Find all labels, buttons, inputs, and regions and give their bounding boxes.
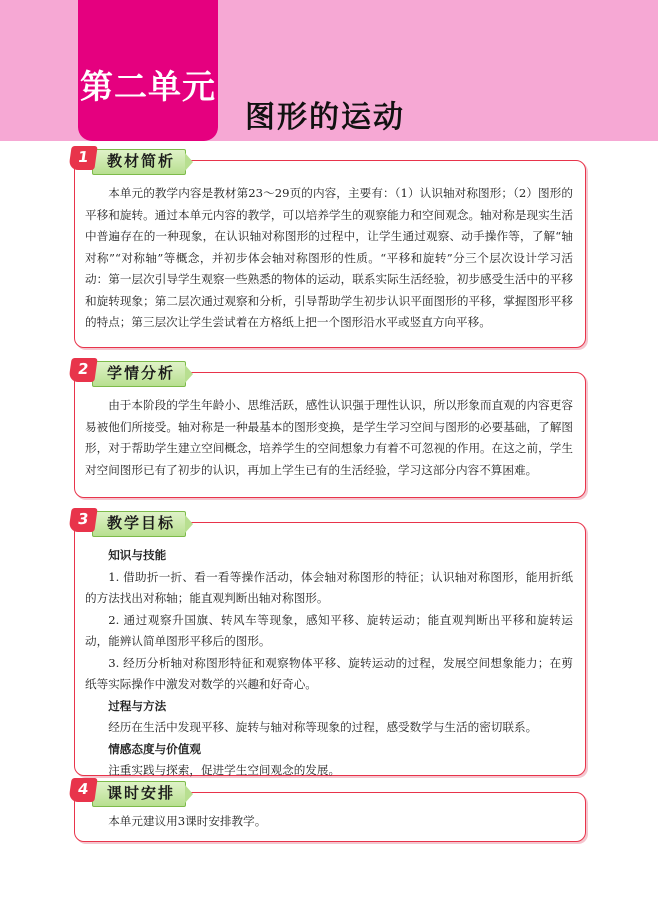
subheading: 情感态度与价值观 — [108, 741, 201, 756]
section-number-badge: 4 — [68, 778, 97, 802]
paragraph: 由于本阶段的学生年龄小、思维活跃，感性认识强于理性认识，所以形象而直观的内容更容易被他们所接受。轴对称是一种最基本的图形变换，是学生学习空间与图形的必要基础，了解图形，对于帮助学生建立空间概念，培养学生的空间想象力有着不可忽视的作用。在这之前，学生对空间图形已有了初步的认识，再加上学生已有的生活经验，学习这部分内容不算困难。 — [85, 398, 573, 477]
section-label: 教材简析 — [92, 149, 186, 175]
section-student-analysis — [70, 358, 586, 498]
section-box — [74, 372, 586, 498]
section-body — [75, 523, 585, 790]
section-box — [74, 522, 586, 776]
section-class-schedule — [70, 778, 586, 840]
section-textbook-analysis — [70, 146, 586, 346]
page-title: 图形的运动 — [245, 100, 405, 135]
section-body — [75, 161, 585, 342]
subheading: 过程与方法 — [108, 698, 167, 713]
unit-title: 第二单元 — [80, 67, 216, 106]
paragraph: 1. 借助折一折、看一看等操作活动，体会轴对称图形的特征；认识轴对称图形，能用折纸的方法找出对称轴；能直观判断出轴对称图形。 — [85, 569, 573, 605]
section-teaching-goals — [70, 508, 586, 777]
section-label: 课时安排 — [92, 781, 186, 807]
paragraph: 2. 通过观察升国旗、转风车等现象，感知平移、旋转运动；能直观判断出平移和旋转运动，能辨认简单图形平移后的图形。 — [85, 612, 573, 648]
paragraph: 本单元建议用3课时安排教学。 — [108, 814, 267, 828]
section-box — [74, 160, 586, 348]
paragraph: 注重实践与探索，促进学生空间观念的发展。 — [108, 763, 341, 777]
subheading: 知识与技能 — [108, 548, 167, 562]
section-body — [75, 373, 585, 489]
section-label: 教学目标 — [92, 511, 186, 537]
paragraph: 本单元的教学内容是教材第23～29页的内容，主要有：（1）认识轴对称图形；（2）图形的平移和旋转。通过本单元内容的教学，可以培养学生的观察能力和空间观念。轴对称是现实生活中普遍存在的一种现象，在认识轴对称图形的过程中，让学生通过观察、动手操作等，了解“轴对称”“对称轴”等概念，并初步体会轴对称图形的性质。“平移和旋转”分三个层次设计学习活动：第一层次引导学生观察一些熟悉的物体的运动，联系实际生活经验，初步感受生活中的平移和旋转现象；第二层次通过观察和分析，引导帮助学生初步认识平面图形的平移，掌握图形平移的特点；第三层次让学生尝试着在方格纸上把一个图形沿水平或竖直方向平移。 — [85, 186, 573, 329]
section-number-badge: 1 — [68, 146, 97, 170]
section-label: 学情分析 — [92, 361, 186, 387]
section-number-badge: 3 — [68, 508, 97, 532]
section-number-badge: 2 — [68, 358, 97, 382]
paragraph: 经历在生活中发现平移、旋转与轴对称等现象的过程，感受数学与生活的密切联系。 — [108, 720, 538, 734]
paragraph: 3. 经历分析轴对称图形特征和观察物体平移、旋转运动的过程，发展空间想象能力；在剪纸等实际操作中激发对数学的兴趣和好奇心。 — [85, 655, 573, 691]
